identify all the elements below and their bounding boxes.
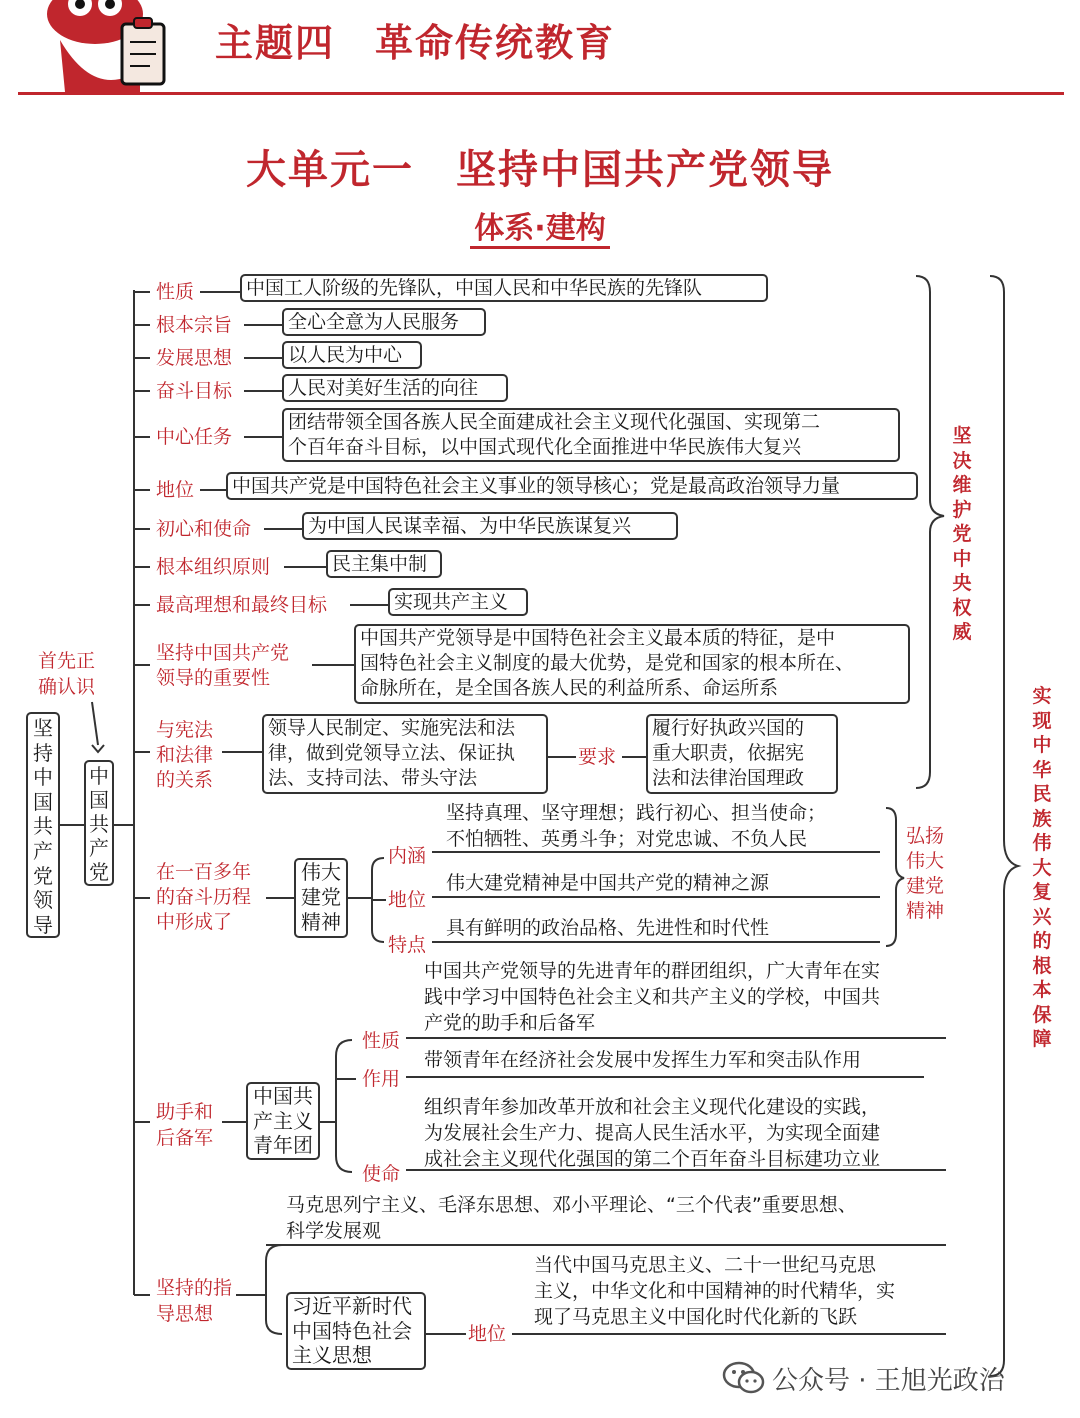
spirit-status-label: 地位 (388, 889, 427, 911)
league-role-text: 带领青年在经济社会发展中发挥生力军和突击队作用 (424, 1049, 862, 1071)
spirit-label-line-1: 在一百多年 (156, 861, 252, 883)
system-title-text: 体系·建构 (470, 211, 609, 249)
league-box-line-1: 中国共 (253, 1084, 313, 1108)
wechat-icon (722, 1360, 766, 1396)
brace-label-uphold-authority (950, 424, 974, 645)
branch-content-mission: 为中国人民谋幸福、为中华民族谋复兴 (302, 512, 678, 540)
topic-title: 主题四 革命传统教育 (215, 21, 616, 65)
guide-top-text (286, 1192, 857, 1244)
league-role-label: 作用 (362, 1068, 401, 1090)
root-label: 坚持中国共产党领导 (33, 716, 53, 937)
importance-line-1: 中国共产党领导是中国特色社会主义最本质的特征，是中 (360, 627, 836, 649)
importance-label-line-1: 坚持中国共产党 (156, 642, 290, 664)
branch-label-principle: 根本组织原则 (156, 556, 271, 578)
require-label: 要求 (578, 746, 617, 768)
branch-label-central-task: 中心任务 (156, 426, 233, 448)
connotation-line-1: 坚持真理、坚守理想；践行初心、担当使命； (446, 802, 827, 824)
league-nature-line-2: 践中学习中国特色社会主义和共产主义的学校，中国共 (424, 986, 881, 1008)
branch-label-ideal: 最高理想和最终目标 (156, 594, 328, 616)
spirit-box (294, 858, 348, 938)
branch-label-guide (156, 1275, 232, 1327)
guide-top-line-2: 科学发展观 (286, 1220, 382, 1242)
guide-box-line-1: 习近平新时代 (292, 1294, 412, 1318)
carry-forward-line-2: 伟大 (906, 850, 945, 872)
league-mission-text (424, 1094, 880, 1172)
league-mission-line-1: 组织青年参加改革开放和社会主义现代化建设的实践， (424, 1096, 881, 1118)
spirit-feature-text: 具有鲜明的政治品格、先进性和时代性 (446, 917, 770, 939)
branch-label-purpose: 根本宗旨 (156, 314, 233, 336)
constitution-label-line-2: 和法律 (156, 744, 214, 766)
spirit-box-line-3: 精神 (301, 910, 341, 934)
branch-content-development: 以人民为中心 (282, 341, 422, 369)
league-mission-label: 使命 (362, 1163, 401, 1185)
guide-status-line-2: 主义，中华文化和中国精神的时代精华，实 (534, 1280, 896, 1302)
central-task-line-1: 团结带领全国各族人民全面建成社会主义现代化强国、实现第二 (288, 411, 821, 433)
league-box-line-3: 青年团 (253, 1133, 313, 1157)
league-nature-text (424, 958, 880, 1036)
branch-content-purpose: 全心全意为人民服务 (282, 308, 486, 336)
branch-content-central-task (282, 408, 900, 462)
league-mission-line-3: 成社会主义现代化强国的第二个百年奋斗目标建功立业 (424, 1148, 881, 1170)
branch-label-constitution (156, 718, 213, 793)
carry-forward-label (906, 824, 944, 924)
first-understand-label (38, 648, 108, 700)
spirit-label-line-2: 的奋斗历程 (156, 886, 252, 908)
branch-content-nature: 中国工人阶级的先锋队，中国人民和中华民族的先锋队 (240, 274, 768, 302)
carry-forward-line-4: 精神 (906, 900, 945, 922)
uphold-authority-text: 坚决维护党中央权威 (952, 425, 972, 643)
constitution-label-line-3: 的关系 (156, 769, 214, 791)
spirit-feature-label: 特点 (388, 934, 427, 956)
spirit-connotation-label: 内涵 (388, 845, 427, 867)
branch-content-constitution (262, 714, 548, 794)
league-mission-line-2: 为发展社会生产力、提高人民生活水平，为实现全面建 (424, 1122, 881, 1144)
central-task-line-2: 个百年奋斗目标，以中国式现代化全面推进中华民族伟大复兴 (288, 436, 802, 458)
league-box (246, 1082, 320, 1160)
branch-label-development: 发展思想 (156, 347, 233, 369)
branch-label-nature: 性质 (156, 281, 195, 303)
require-line-1: 履行好执政兴国的 (652, 717, 805, 739)
guide-status-label: 地位 (468, 1323, 507, 1345)
branch-content-goal: 人民对美好生活的向往 (282, 374, 508, 402)
connotation-line-2: 不怕牺牲、英勇斗争；对党忠诚、不负人民 (446, 828, 808, 850)
branch-content-principle: 民主集中制 (326, 550, 442, 578)
branch-label-spirit (156, 860, 251, 935)
branch-content-status: 中国共产党是中国特色社会主义事业的领导核心；党是最高政治领导力量 (226, 472, 918, 500)
league-nature-line-1: 中国共产党领导的先进青年的群团组织，广大青年在实 (424, 960, 881, 982)
carry-forward-line-1: 弘扬 (906, 825, 945, 847)
guide-xi-box (286, 1292, 426, 1370)
party-label: 中国共产党 (89, 764, 109, 884)
watermark-text: 公众号 · 王旭光政治 (772, 1366, 1005, 1396)
constitution-line-3: 法、支持司法、带头守法 (268, 767, 478, 789)
constitution-line-2: 律，做到党领导立法、保证执 (268, 742, 516, 764)
guide-top-line-1: 马克思列宁主义、毛泽东思想、邓小平理论、“三个代表”重要思想、 (286, 1194, 857, 1216)
carry-forward-line-3: 建党 (906, 875, 945, 897)
spirit-box-line-2: 建党 (301, 885, 341, 909)
guide-label-line-1: 坚持的指 (156, 1277, 233, 1299)
branch-content-ideal: 实现共产主义 (388, 588, 528, 616)
constitution-label-line-1: 与宪法 (156, 719, 214, 741)
require-content (646, 714, 838, 794)
require-line-2: 重大职责，依据宪 (652, 742, 805, 764)
importance-label-line-2: 领导的重要性 (156, 667, 271, 689)
importance-line-3: 命脉所在，是全国各族人民的利益所系、命运所系 (360, 677, 779, 699)
branch-label-goal: 奋斗目标 (156, 380, 233, 402)
spirit-connotation-text (446, 800, 826, 852)
league-nature-label: 性质 (362, 1030, 401, 1052)
league-nature-line-3: 产党的助手和后备军 (424, 1012, 596, 1034)
branch-label-league (156, 1099, 213, 1151)
league-label-line-1: 助手和 (156, 1101, 214, 1123)
root-box (26, 712, 60, 938)
first-understand-text: 首先正确认识 (38, 650, 96, 698)
unit-title: 大单元一 坚持中国共产党领导 (246, 147, 834, 193)
league-box-line-2: 产主义 (253, 1108, 313, 1133)
brace-label-fundamental-guarantee (1030, 684, 1054, 1052)
guide-status-line-3: 现了马克思主义中国化时代化新的飞跃 (534, 1306, 858, 1328)
fundamental-guarantee-text: 实现中华民族伟大复兴的根本保障 (1032, 685, 1052, 1050)
party-box (84, 760, 114, 886)
require-line-3: 法和法律治国理政 (652, 767, 805, 789)
branch-label-mission: 初心和使命 (156, 518, 252, 540)
branch-content-importance (354, 624, 910, 704)
branch-label-importance (156, 641, 289, 691)
guide-box-line-2: 中国特色社会 (292, 1318, 412, 1343)
branch-label-status: 地位 (156, 479, 195, 501)
guide-label-line-2: 导思想 (156, 1303, 214, 1325)
spirit-status-text: 伟大建党精神是中国共产党的精神之源 (446, 872, 770, 894)
guide-box-line-3: 主义思想 (292, 1343, 372, 1367)
constitution-line-1: 领导人民制定、实施宪法和法 (268, 717, 516, 739)
importance-line-2: 国特色社会主义制度的最大优势，是党和国家的根本所在、 (360, 652, 855, 674)
guide-status-line-1: 当代中国马克思主义、二十一世纪马克思 (534, 1254, 877, 1276)
league-label-line-2: 后备军 (156, 1127, 214, 1149)
guide-status-text (534, 1252, 895, 1330)
spirit-box-line-1: 伟大 (301, 860, 341, 884)
spirit-label-line-3: 中形成了 (156, 911, 233, 933)
